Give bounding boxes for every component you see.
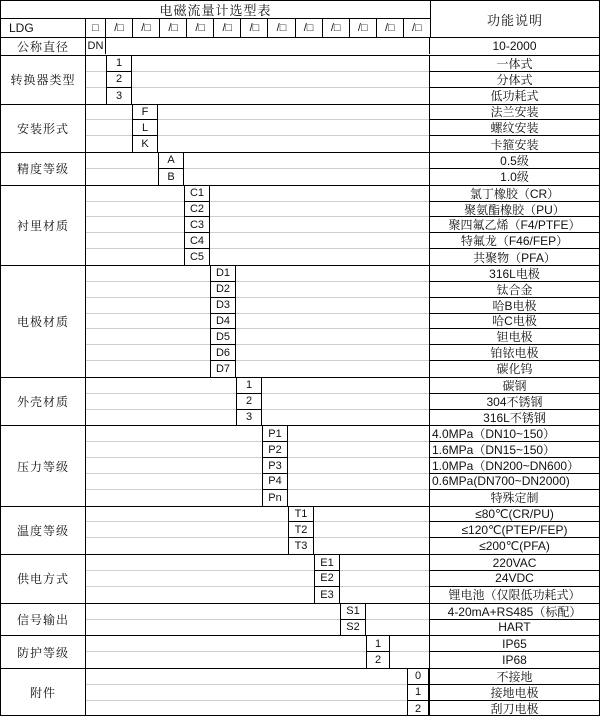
code-cell: 3: [106, 88, 132, 104]
code-cell: 2: [366, 652, 390, 668]
function-cell: 哈C电极: [429, 314, 599, 330]
category-block-protection: [1, 635, 599, 668]
model-slot: /□: [133, 19, 160, 37]
function-column-header: 功能说明: [430, 1, 599, 37]
spacer: [86, 669, 407, 685]
option-row: [86, 298, 599, 314]
option-row: [86, 72, 599, 88]
option-row: [86, 56, 599, 72]
code-cell: S2: [340, 620, 366, 636]
function-cell: 螺纹安装: [429, 120, 599, 136]
option-row: [86, 652, 599, 668]
spacer: [86, 153, 158, 169]
function-cell: 10-2000: [429, 38, 599, 54]
option-row: [86, 507, 599, 523]
spacer: [86, 522, 288, 538]
category-block-signal-output: [1, 603, 599, 636]
function-cell: 法兰安装: [429, 105, 599, 121]
spacer: [86, 105, 132, 121]
spacer: [86, 136, 132, 152]
category-label: 供电方式: [1, 555, 86, 603]
function-cell: 钽电极: [429, 329, 599, 345]
filler: [158, 120, 429, 136]
function-cell: 接地电极: [429, 685, 599, 701]
function-cell: 1.0级: [429, 169, 599, 185]
function-cell: 4.0MPa（DN10~150）: [429, 426, 599, 442]
filler: [158, 136, 429, 152]
code-cell: B: [158, 169, 184, 185]
filler: [314, 538, 429, 554]
function-cell: 锂电池（仅限低功耗式）: [429, 587, 599, 603]
code-cell: D7: [210, 361, 236, 377]
category-block-power-supply: [1, 554, 599, 603]
filler: [236, 329, 429, 345]
spacer: [86, 652, 366, 668]
function-cell: 304不锈钢: [429, 394, 599, 410]
category-block-housing: [1, 377, 599, 426]
filler: [210, 186, 429, 202]
filler: [340, 555, 429, 571]
code-cell: 3: [236, 410, 262, 426]
category-block-converter-type: [1, 55, 599, 104]
function-cell: 4-20mA+RS485（标配）: [429, 604, 599, 620]
function-cell: ≤200℃(PFA): [429, 538, 599, 554]
category-label: 压力等级: [1, 426, 86, 505]
category-block-installation: [1, 104, 599, 153]
code-cell: L: [132, 120, 158, 136]
category-label: 精度等级: [1, 153, 86, 185]
spacer: [86, 426, 262, 442]
filler: [340, 587, 429, 603]
spacer: [86, 620, 340, 636]
option-row: [86, 249, 599, 265]
code-cell: D4: [210, 314, 236, 330]
spacer: [86, 571, 314, 587]
filler: [262, 410, 429, 426]
filler: [236, 298, 429, 314]
option-row: [86, 120, 599, 136]
option-row: [86, 571, 599, 587]
category-label: 电极材质: [1, 266, 86, 377]
option-row: [86, 410, 599, 426]
function-cell: IP68: [429, 652, 599, 668]
model-slot: /□: [187, 19, 214, 37]
filler: [106, 38, 429, 54]
category-block-temperature: [1, 506, 599, 555]
code-cell: 1: [366, 636, 390, 652]
filler: [158, 105, 429, 121]
function-cell: 24VDC: [429, 571, 599, 587]
category-label: 温度等级: [1, 507, 86, 555]
code-cell: 2: [407, 701, 429, 716]
option-row: [86, 136, 599, 152]
function-cell: 碳钢: [429, 378, 599, 394]
code-cell: Pn: [262, 490, 288, 506]
option-row: [86, 186, 599, 202]
function-cell: 碳化钨: [429, 361, 599, 377]
code-cell: C4: [184, 233, 210, 249]
option-row: [86, 217, 599, 233]
filler: [132, 72, 429, 88]
option-row: [86, 604, 599, 620]
code-cell: D6: [210, 345, 236, 361]
option-row: [86, 345, 599, 361]
filler: [262, 378, 429, 394]
function-cell: 分体式: [429, 72, 599, 88]
code-cell: T1: [288, 507, 314, 523]
spacer: [86, 555, 314, 571]
function-cell: 特殊定制: [429, 490, 599, 506]
category-block-accuracy: [1, 152, 599, 185]
code-cell: F: [132, 105, 158, 121]
code-cell: D3: [210, 298, 236, 314]
spacer: [86, 685, 407, 701]
category-block-electrode: [1, 265, 599, 377]
code-cell: 2: [106, 72, 132, 88]
code-cell: P4: [262, 474, 288, 490]
spacer: [86, 442, 262, 458]
category-block-pressure: [1, 425, 599, 505]
spacer: [86, 329, 210, 345]
page-title: 电磁流量计选型表: [1, 1, 430, 19]
code-cell: E3: [314, 587, 340, 603]
function-cell: ≤120℃(PTEP/FEP): [429, 522, 599, 538]
code-cell: 0: [407, 669, 429, 685]
option-row: [86, 587, 599, 603]
filler: [314, 522, 429, 538]
spacer: [86, 186, 184, 202]
option-row: [86, 169, 599, 185]
code-cell: DN: [86, 38, 106, 54]
model-slot: /□: [377, 19, 404, 37]
code-cell: K: [132, 136, 158, 152]
function-cell: 氯丁橡胶（CR）: [429, 186, 599, 202]
option-row: [86, 442, 599, 458]
filler: [210, 202, 429, 218]
filler: [390, 636, 429, 652]
spacer: [86, 378, 236, 394]
option-row: [86, 636, 599, 652]
option-row: [86, 701, 599, 716]
code-cell: E1: [314, 555, 340, 571]
filler: [210, 217, 429, 233]
spacer: [86, 361, 210, 377]
spacer: [86, 88, 106, 104]
option-row: [86, 361, 599, 377]
code-cell: T3: [288, 538, 314, 554]
code-cell: E2: [314, 571, 340, 587]
option-row: [86, 202, 599, 218]
option-row: [86, 329, 599, 345]
option-row: [86, 233, 599, 249]
model-code-row: [1, 19, 430, 37]
code-cell: D2: [210, 282, 236, 298]
category-label: 附件: [1, 669, 86, 716]
filler: [288, 426, 429, 442]
filler: [340, 571, 429, 587]
function-cell: 1.0MPa（DN200~DN600）: [429, 458, 599, 474]
option-row: [86, 426, 599, 442]
spacer: [86, 266, 210, 282]
option-row: [86, 620, 599, 636]
function-cell: ≤80℃(CR/PU): [429, 507, 599, 523]
code-cell: S1: [340, 604, 366, 620]
filler: [184, 169, 429, 185]
function-cell: 316L不锈钢: [429, 410, 599, 426]
model-slot: /□: [323, 19, 350, 37]
spacer: [86, 410, 236, 426]
model-slot: /□: [296, 19, 323, 37]
spacer: [86, 298, 210, 314]
option-row: [86, 88, 599, 104]
filler: [236, 345, 429, 361]
code-cell: P2: [262, 442, 288, 458]
spacer: [86, 169, 158, 185]
filler: [236, 314, 429, 330]
code-cell: A: [158, 153, 184, 169]
filler: [288, 458, 429, 474]
spacer: [86, 314, 210, 330]
option-row: [86, 38, 599, 54]
function-cell: 共聚物（PFA）: [429, 249, 599, 265]
model-slot: /□: [350, 19, 377, 37]
function-cell: 聚氨酯橡胶（PU）: [429, 202, 599, 218]
filler: [132, 56, 429, 72]
spacer: [86, 72, 106, 88]
spacer: [86, 394, 236, 410]
header-left: [1, 1, 430, 37]
filler: [262, 394, 429, 410]
spacer: [86, 56, 106, 72]
option-row: [86, 282, 599, 298]
function-cell: 一体式: [429, 56, 599, 72]
model-slot: /□: [214, 19, 241, 37]
model-prefix: LDG: [1, 19, 86, 37]
spacer: [86, 636, 366, 652]
code-cell: C3: [184, 217, 210, 233]
option-row: [86, 538, 599, 554]
option-row: [86, 378, 599, 394]
code-cell: 2: [236, 394, 262, 410]
option-row: [86, 105, 599, 121]
filler: [184, 153, 429, 169]
category-label: 外壳材质: [1, 378, 86, 426]
filler: [366, 620, 429, 636]
code-cell: 1: [236, 378, 262, 394]
code-cell: D1: [210, 266, 236, 282]
function-cell: 不接地: [429, 669, 599, 685]
filler: [288, 442, 429, 458]
category-label: 信号输出: [1, 604, 86, 636]
model-slot: /□: [412, 22, 422, 34]
option-row: [86, 474, 599, 490]
option-row: [86, 458, 599, 474]
function-cell: 钛合金: [429, 282, 599, 298]
spacer: [86, 217, 184, 233]
spacer: [86, 458, 262, 474]
code-cell: D5: [210, 329, 236, 345]
model-slot: /□: [268, 19, 295, 37]
option-row: [86, 266, 599, 282]
code-cell: P1: [262, 426, 288, 442]
code-cell: C2: [184, 202, 210, 218]
filler: [366, 604, 429, 620]
code-cell: T2: [288, 522, 314, 538]
filler: [210, 233, 429, 249]
option-row: [86, 394, 599, 410]
code-cell: P3: [262, 458, 288, 474]
option-row: [86, 522, 599, 538]
function-cell: 低功耗式: [429, 88, 599, 104]
option-row: [86, 314, 599, 330]
spacer: [86, 507, 288, 523]
filler: [390, 652, 429, 668]
code-cell: C1: [184, 186, 210, 202]
spacer: [86, 233, 184, 249]
spacer: [86, 345, 210, 361]
spacer: [86, 120, 132, 136]
filler: [288, 490, 429, 506]
option-row: [86, 490, 599, 506]
function-cell: 特氟龙（F46/FEP）: [429, 233, 599, 249]
category-block-nominal-diameter: [1, 37, 599, 55]
function-cell: 刮刀电极: [429, 701, 599, 716]
model-box: □: [86, 19, 106, 37]
category-label: 公称直径: [1, 38, 86, 55]
filler: [288, 474, 429, 490]
function-cell: 1.6MPa（DN15~150）: [429, 442, 599, 458]
function-cell: 聚四氟乙烯（F4/PTFE）: [429, 217, 599, 233]
code-cell: 1: [407, 685, 429, 701]
spacer: [86, 282, 210, 298]
option-row: [86, 555, 599, 571]
function-cell: 铂铱电极: [429, 345, 599, 361]
spacer: [86, 538, 288, 554]
function-cell: 0.6MPa(DN700~DN2000): [429, 474, 599, 490]
spacer: [86, 587, 314, 603]
filler: [210, 249, 429, 265]
spacer: [86, 701, 407, 716]
filler: [132, 88, 429, 104]
option-row: [86, 669, 599, 685]
function-cell: 0.5级: [429, 153, 599, 169]
code-cell: 1: [106, 56, 132, 72]
code-cell: C5: [184, 249, 210, 265]
function-cell: 哈B电极: [429, 298, 599, 314]
spacer: [86, 202, 184, 218]
spacer: [86, 604, 340, 620]
model-slot: /□: [241, 19, 268, 37]
category-label: 安装形式: [1, 105, 86, 153]
filler: [236, 282, 429, 298]
filler: [236, 266, 429, 282]
spacer: [86, 474, 262, 490]
category-block-lining: [1, 185, 599, 265]
function-cell: HART: [429, 620, 599, 636]
table-header: [1, 1, 599, 37]
function-cell: 卡箍安装: [429, 136, 599, 152]
category-label: 转换器类型: [1, 56, 86, 104]
model-slot: /□: [160, 19, 187, 37]
filler: [236, 361, 429, 377]
category-block-accessories: [1, 668, 599, 716]
category-label: 防护等级: [1, 636, 86, 668]
filler: [314, 507, 429, 523]
function-cell: IP65: [429, 636, 599, 652]
spacer: [86, 249, 184, 265]
function-cell: 316L电极: [429, 266, 599, 282]
function-cell: 220VAC: [429, 555, 599, 571]
model-slot: /□: [106, 19, 133, 37]
option-row: [86, 685, 599, 701]
spacer: [86, 490, 262, 506]
option-row: [86, 153, 599, 169]
category-label: 衬里材质: [1, 186, 86, 265]
